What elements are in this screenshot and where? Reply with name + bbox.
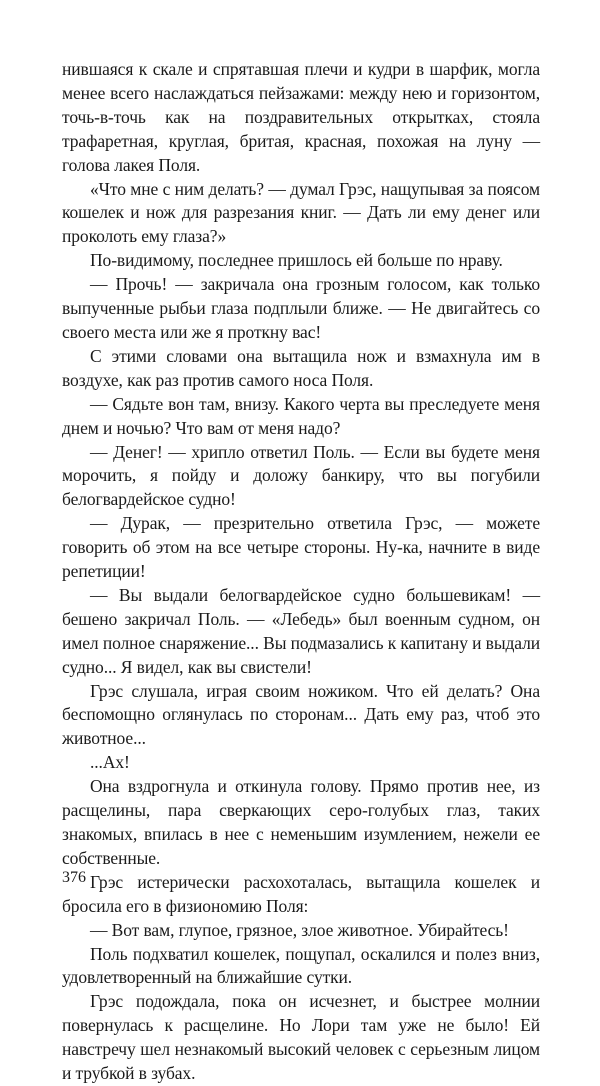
paragraph-4: — Прочь! — закричала она грозным голосом, как только выпученные рыбьи глаза подплыли ближе. — Не двигайтесь со своего места или же я проткну вас! [62, 274, 540, 342]
paragraph-15: Поль подхватил кошелек, пощупал, оскалился и полез вниз, удовлетворенный на ближайшие сутки. [62, 943, 540, 988]
paragraph-8: — Дурак, — презрительно ответила Грэс, — можете говорить об этом на все четыре стороны. Ну-ка, начните в виде репетиции! [62, 513, 540, 582]
paragraph-6: — Сядьте вон там, внизу. Какого черта вы преследуете меня днем и ночью? Что вам от меня надо? [62, 393, 540, 438]
paragraph-14: — Вот вам, глупое, грязное, злое животное. Убирайтесь! [90, 919, 509, 940]
paragraph-1: нившаяся к скале и спрятавшая плечи и кудри в шарфик, могла менее всего наслаждаться пейзажами: между нею и горизонтом, точь-в-точь как на поздравительных открытках, стояла трафаретная, круглая, бритая, красная, похожая на луну — голова лакея Поля. [62, 59, 540, 175]
paragraph-16: Грэс подождала, пока он исчезнет, и быстрее молнии повернулась к расщелине. Но Лори там уже не было! Ей навстречу шел незнакомый высокий человек с серьезным лицом и трубкой в зубах. [62, 991, 540, 1084]
paragraph-2: «Что мне с ним делать? — думал Грэс, нащупывая за поясом кошелек и нож для разрезания книг. — Дать ли ему денег или проколоть ему глаза?» [62, 178, 540, 247]
paragraph-7: — Денег! — хрипло ответил Поль. — Если вы будете меня морочить, я пойду и доложу банкиру, что вы погубили белогвардейское судно! [62, 441, 540, 510]
paragraph-12: Она вздрогнула и откинула голову. Прямо против нее, из расщелины, пара сверкающих серо-голубых глаз, таких знакомых, впилась в нее с неменьшим изумлением, нежели ее собственные. [62, 776, 540, 868]
paragraph-13: Грэс истерически расхохоталась, вытащила кошелек и бросила его в физиономию Поля: [62, 871, 540, 916]
paragraph-11: ...Ах! [90, 752, 130, 773]
body-text [62, 58, 540, 1086]
paragraph-10: Грэс слушала, играя своим ножиком. Что ей делать? Она беспомощно оглянулась по сторонам... Дать ему раз, чтоб это животное... [62, 680, 540, 749]
paragraph-9: — Вы выдали белогвардейское судно большевикам! — бешено закричал Поль. — «Лебедь» был военным судном, он имел полное снаряжение... Вы подмазались к капитану и выдали судно... Я видел, как вы свистели! [62, 584, 541, 677]
paragraph-5: С этими словами она вытащила нож и взмахнула им в воздухе, как раз против самого носа Поля. [62, 345, 540, 390]
paragraph-3: По-видимому, последнее пришлось ей больше по нраву. [90, 250, 503, 271]
page-number: 376 [62, 869, 86, 886]
